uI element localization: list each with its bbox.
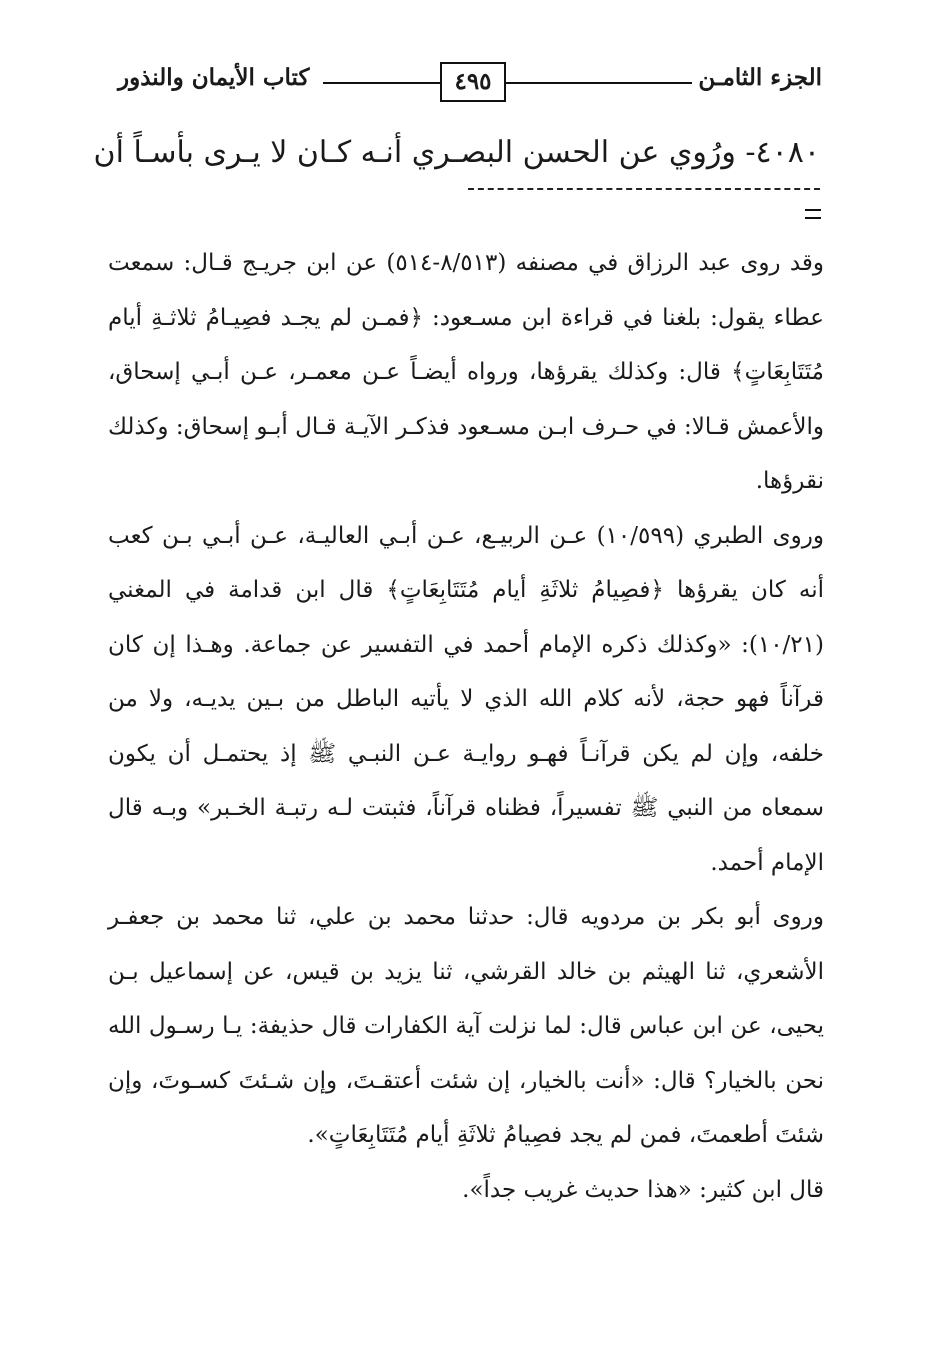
footnote-paragraph: وقد روى عبد الرزاق في مصنفه (٨/٥١٣-٥١٤) عن ابن جريـج قـال: سمعت عطاء يقول: بلغنا في قراءة ابن مسـعود: ﴿فمـن لم يجـد فصِيـامُ ثلاثـةِ أيام مُتَتَابِعَاتٍ﴾ قال: وكذلك يقرؤها، ورواه أيضـاً عـن معمـر، عـن أبـي إسحاق، والأعمش قـالا: في حـرف ابـن مسـعود فذكـر الآيـة قـال أبـو إسحاق: وكذلك نقرؤها.: [108, 250, 825, 494]
footnote-separator: [468, 188, 820, 190]
footnote-paragraph: قال ابن كثير: «هذا حديث غريب جداً».: [462, 1176, 824, 1203]
book-title: كتاب الأيمان والنذور: [118, 64, 315, 91]
header-rule: [323, 82, 718, 84]
volume-title: الجزء الثامـن: [692, 64, 822, 91]
footnote-paragraph: وروى الطبري (١٠/٥٩٩) عـن الربيـع، عـن أبـي العاليـة، عـن أبـي بـن كعب أنه كان يقرؤها ﴿فصِيامُ ثلاثَةِ أيام مُتَتَابِعَاتٍ﴾ قال ابن قدامة في المغني (١٠/٢١): «وكذلك ذكره الإمام أحمد في التفسير عن جماعة. وهـذا إن كان قرآناً فهو حجة، لأنه كلام الله الذي لا يأتيه الباطل من بـين يديـه، ولا من خلفه، وإن لم يكن قرآنـاً فهـو روايـة عـن النبـي ﷺ إذ يحتمـل أن يكون سمعاه من النبي ﷺ تفسيراً، فظناه قرآناً، فثبتت لـه رتبـة الخـبر» وبـه قال الإمام أحمد.: [108, 522, 824, 876]
running-header: [118, 62, 822, 102]
footnotes: [108, 236, 824, 1217]
footnote-paragraph: وروى أبو بكر بن مردويه قال: حدثنا محمد بن علي، ثنا محمد بن جعفـر الأشعري، ثنا الهيثم بن خالد القرشي، ثنا يزيد بن قيس، عن إسماعيل بـن يحيى، عن ابن عباس قال: لما نزلت آية الكفارات قال حذيفة: يـا رسـول الله نحن بالخيار؟ قال: «أنت بالخيار، إن شئت أعتقـتَ، وإن شـئتَ كسـوتَ، وإن شئتَ أطعمتَ، فمن لم يجد فصِيامُ ثلاثَةِ أيام مُتَتَابِعَاتٍ».: [108, 904, 824, 1148]
main-text: ٤٠٨٠- ورُوي عن الحسن البصـري أنـه كـان لا يـرى بأسـاً أن: [93, 135, 820, 170]
page-number: ٤٩٥: [440, 62, 506, 102]
footnote-marker: [805, 209, 821, 219]
